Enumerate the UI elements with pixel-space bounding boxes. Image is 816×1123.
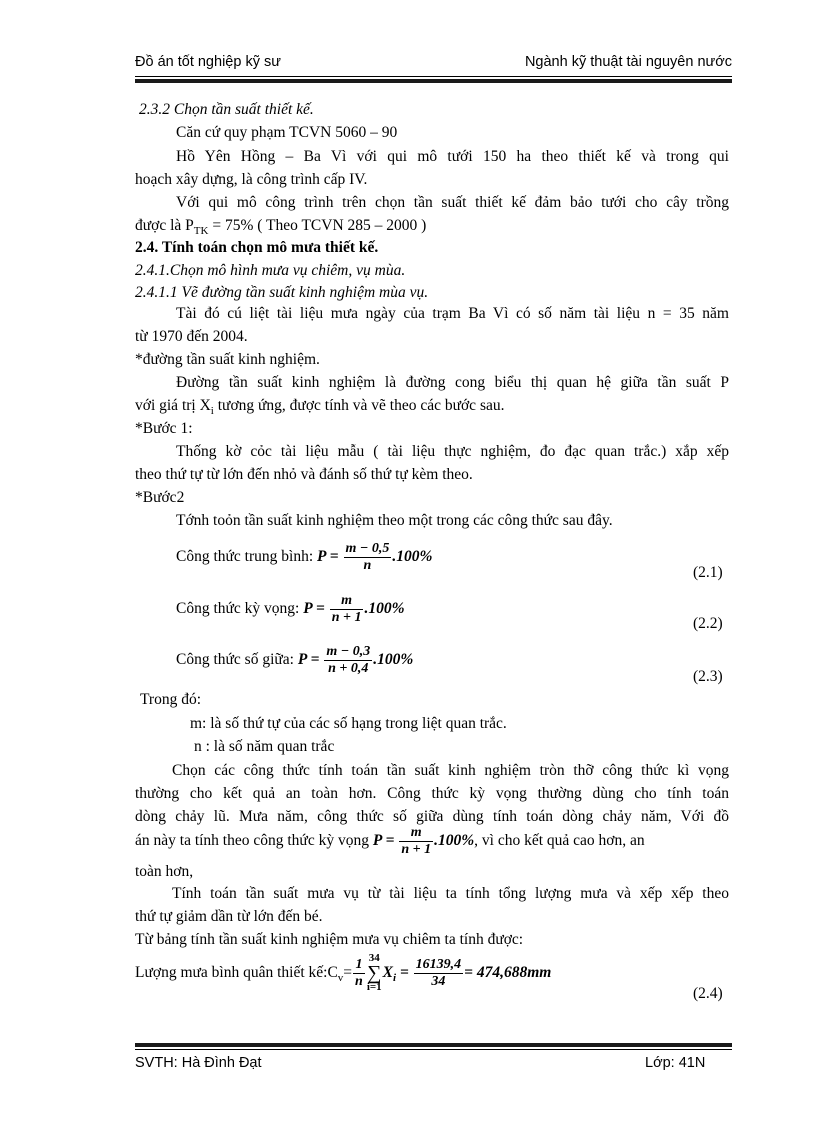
paragraph: Tớnh toỏn tần suất kinh nghiệm theo một trong các công thức sau đây.	[176, 512, 613, 529]
page-header	[135, 52, 732, 74]
paragraph: toàn hơn,	[135, 863, 194, 880]
paragraph: Tính toán tần suất mưa vụ từ tài liệu ta tính tổng lượng mưa và xếp xếp theo	[172, 885, 729, 902]
paragraph: theo thứ tự từ lớn đến nhỏ và đánh số thứ tự kèm theo.	[135, 466, 473, 483]
header-right: Ngành kỹ thuật tài nguyên nước	[524, 54, 732, 70]
paragraph: hoạch xây dựng, là công trình cấp IV.	[135, 171, 368, 188]
paragraph: thứ tự giảm dần từ lớn đến bé.	[135, 908, 323, 925]
paragraph: Chọn các công thức tính toán tần suất kinh nghiệm tròn thỡ công thức kì vọng	[172, 762, 729, 779]
equation-number: (2.1)	[693, 564, 723, 581]
formula-2-1: Công thức trung bình: P = $\frac{m - 0,5}{n}$ .100%	[176, 540, 433, 573]
header-rule-thick	[135, 79, 732, 83]
footer-rule-thin	[135, 1049, 732, 1050]
paragraph: Căn cứ quy phạm TCVN 5060 – 90	[176, 124, 398, 141]
footer-right: Lớp: 41N	[645, 1055, 706, 1071]
equation-number: (2.2)	[693, 615, 723, 632]
paragraph: Tài đó cú liệt tài liệu mưa ngày của trạm Ba Vì có số năm tài liệu n = 35 năm	[176, 305, 729, 322]
paragraph: Trong đó:	[140, 691, 202, 708]
paragraph-with-formula: án này ta tính theo công thức kỳ vọng P = $\frac{m}{n + 1}$ .100%, vì cho kết quả cao hơn, an	[135, 824, 645, 857]
paragraph: Với qui mô công trình trên chọn tần suất thiết kế đảm bảo tưới cho cây trồng	[176, 194, 729, 211]
section-2-4: 2.4. Tính toán chọn mô mưa thiết kế.	[135, 239, 379, 256]
step-2: *Bước2	[135, 489, 185, 506]
equation-number: (2.3)	[693, 668, 723, 685]
paragraph: được là $P_{TK} = 75\%$ ( Theo TCVN 285 – 2000 )	[135, 217, 427, 238]
definition-n: n : là số năm quan trắc	[194, 738, 335, 755]
paragraph: dòng chảy lũ. Mưa năm, công thức số giữa dùng tính toán dòng chảy năm, Với đồ	[135, 808, 729, 825]
paragraph: với giá trị $X_i$ tương ứng, được tính và vẽ theo các bước sau.	[135, 397, 505, 418]
paragraph: Hồ Yên Hồng – Ba Vì với qui mô tưới 150 ha theo thiết kế và trong qui	[176, 148, 729, 165]
section-2-4-1: 2.4.1.Chọn mô hình mưa vụ chiêm, vụ mùa.	[135, 262, 406, 279]
paragraph: Từ bảng tính tần suất kinh nghiệm mưa vụ chiêm ta tính được:	[135, 931, 524, 948]
paragraph: Đường tần suất kinh nghiệm là đường cong biểu thị quan hệ giữa tần suất P	[176, 374, 729, 391]
footer-rule-thick	[135, 1043, 732, 1047]
definition-m: m: là số thứ tự của các số hạng trong liệt quan trắc.	[190, 715, 507, 732]
equation-number: (2.4)	[693, 985, 723, 1002]
section-2-4-1-1: 2.4.1.1 Vẽ đường tần suất kinh nghiệm mùa vụ.	[135, 284, 429, 301]
paragraph: *đường tần suất kinh nghiệm.	[135, 351, 320, 368]
footer-left: SVTH: Hà Đình Đạt	[135, 1055, 262, 1071]
section-2-3-2: 2.3.2 Chọn tần suất thiết kế.	[139, 101, 314, 118]
paragraph: Thống kờ cỏc tài liệu mẫu ( tài liệu thực nghiệm, đo đạc quan trắc.) xắp xếp	[176, 443, 729, 460]
paragraph: thường cho kết quả an toàn hơn. Công thức kỳ vọng thường dùng cho tính toán	[135, 785, 729, 802]
header-left: Đồ án tốt nghiệp kỹ sư	[135, 54, 281, 70]
step-1: *Bước 1:	[135, 420, 193, 437]
paragraph: từ 1970 đến 2004.	[135, 328, 248, 345]
header-rule-thin	[135, 76, 732, 77]
formula-2-4: Lượng mưa bình quân thiết $kế:C_v=$ $\frac{1}{n}$ 34 ∑ i=1 $X_i$ = $\frac{16139,4}{34}$ = 474,688mm	[135, 952, 552, 994]
formula-2-3: Công thức số giữa: P = $\frac{m - 0,3}{n + 0,4}$ .100%	[176, 643, 414, 676]
formula-2-2: Công thức kỳ vọng: P = $\frac{m}{n + 1}$ .100%	[176, 592, 405, 625]
